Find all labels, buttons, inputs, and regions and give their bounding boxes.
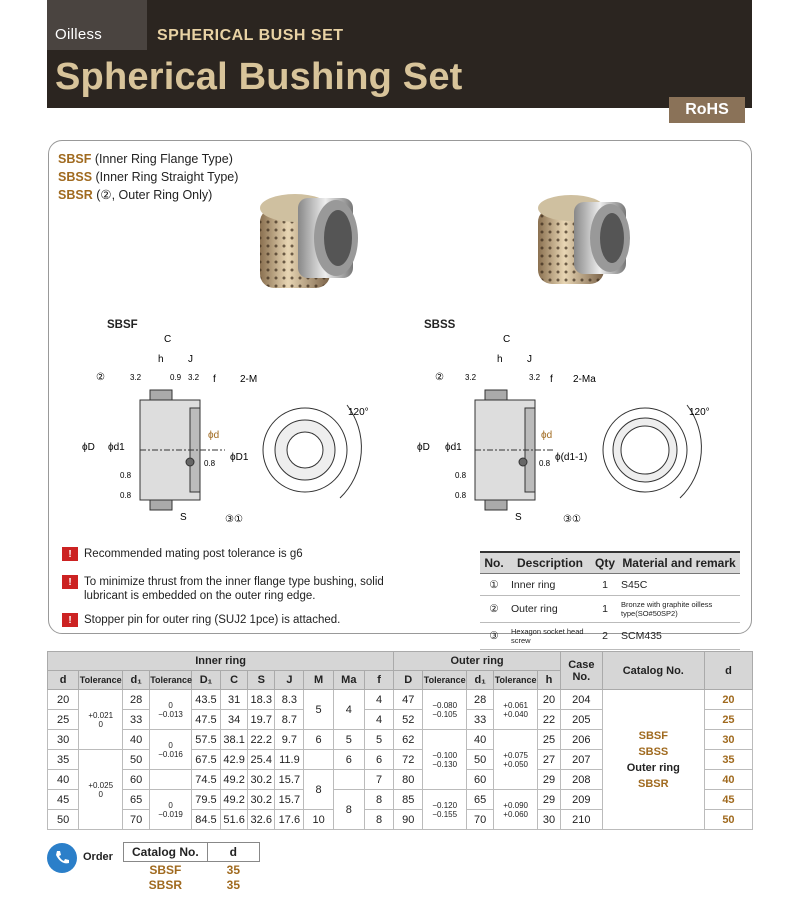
type-list [58, 150, 238, 204]
dim-d1-minus-1: ϕ(d1-1) [555, 452, 588, 463]
catalog-no-header: Catalog No. [602, 652, 704, 690]
table-row: SBSF 35 [149, 862, 241, 877]
col-header: Tolerance [79, 671, 123, 690]
type-item: SBSF (Inner Ring Flange Type) [58, 152, 233, 166]
col-header: M [304, 671, 333, 690]
col-header: Ma [333, 671, 364, 690]
col-header: Description [508, 552, 592, 574]
dim-r4: 0.8 [120, 471, 132, 480]
dim-M: 2-M [240, 374, 258, 385]
tol-d-40-50: +0.025 0 [79, 750, 123, 830]
col-header: f [364, 671, 393, 690]
materials-table [480, 551, 740, 650]
dim-r5: 0.8 [120, 491, 132, 500]
callout-2: ② [435, 372, 444, 383]
col-header: Tolerance [423, 671, 467, 690]
col-header: S [248, 671, 275, 690]
dim-r4: 0.8 [455, 471, 467, 480]
col-header: d [207, 843, 259, 862]
col-header: Qty [592, 552, 618, 574]
col-header: J [275, 671, 304, 690]
dim-S: S [180, 512, 187, 523]
warning-icon: ! [62, 547, 78, 561]
table-row: ③ Hexagon socket head screw 2 SCM435 [480, 623, 740, 650]
dim-d1: ϕd1 [108, 442, 125, 453]
callout-2: ② [96, 372, 105, 383]
col-header: Tolerance [150, 671, 192, 690]
d-header: d [704, 652, 752, 690]
dim-d: ϕd [208, 430, 220, 441]
col-header: No. [480, 552, 508, 574]
dim-r3: 3.2 [529, 373, 541, 382]
dim-D: ϕD [417, 442, 430, 453]
dim-d: ϕd [541, 430, 553, 441]
warning-icon: ! [62, 613, 78, 627]
dim-r3: 3.2 [188, 373, 200, 382]
dim-S: S [515, 512, 522, 523]
rohs-badge: RoHS [669, 97, 745, 123]
note-item: ! Stopper pin for outer ring (SUJ2 1pce) is attached. [62, 613, 392, 627]
dim-r2: 0.9 [170, 373, 182, 382]
dim-f: f [213, 374, 216, 385]
dim-J: J [527, 354, 532, 365]
dim-r5: 0.8 [455, 491, 467, 500]
col-header: Catalog No. [124, 843, 208, 862]
dim-h: h [158, 354, 164, 365]
col-header: d [48, 671, 79, 690]
group-header-outer: Outer ring [394, 652, 561, 671]
table-row: SBSR 35 [148, 877, 241, 892]
col-header: Material and remark [618, 552, 740, 574]
col-header: d₁ [467, 671, 494, 690]
dim-J: J [188, 354, 193, 365]
sbss-drawing-label: SBSS [424, 319, 456, 331]
table-row: 35 +0.025 0 50 67.5 42.9 25.4 11.9 6 6 72 50 27 207 35 [48, 750, 753, 770]
col-header: D₁ [191, 671, 220, 690]
catalog-cell: SBSF SBSS Outer ring SBSR [602, 690, 704, 830]
col-header: Tolerance [494, 671, 538, 690]
table-row: 20 +0.021 0 28 0 −0.013 43.5 31 18.3 8.3 5 4 4 47 −0.080 −0.105 28 +0.061 +0.040 20 204 SBSF SBSS Outer ring SBSR 20 [48, 690, 753, 710]
spec-table [47, 651, 753, 830]
dim-C: C [503, 334, 511, 345]
table-row: ② Outer ring 1 Bronze with graphite oilless type(SO#50SP2) [480, 596, 740, 623]
group-header-inner: Inner ring [48, 652, 394, 671]
sbss-technical-drawing [405, 330, 735, 535]
sbsf-product-photo [248, 178, 368, 303]
warning-icon: ! [62, 575, 78, 589]
callout-3-1: ③① [225, 514, 243, 525]
table-row: 30 40 0 −0.016 57.5 38.1 22.2 9.7 6 5 5 62 −0.100 −0.130 40 +0.075 +0.050 25 206 30 [48, 730, 753, 750]
col-header: d₁ [123, 671, 150, 690]
case-no-header: Case No. [561, 652, 603, 690]
notes-list [62, 547, 392, 637]
dim-d1: ϕd1 [445, 442, 462, 453]
table-row: ① Inner ring 1 S45C [480, 574, 740, 596]
note-item: ! To minimize thrust from the inner flange type bushing, solid lubricant is embedded on the outer ring edge. [62, 575, 392, 603]
brand-box [47, 0, 147, 50]
col-header: h [538, 671, 561, 690]
dim-angle: 120° [689, 407, 710, 418]
col-header: C [221, 671, 248, 690]
callout-3-1: ③① [563, 514, 581, 525]
dim-C: C [164, 334, 172, 345]
dim-f: f [550, 374, 553, 385]
dim-r1: 3.2 [130, 373, 142, 382]
sbsf-drawing-label: SBSF [107, 319, 138, 331]
dim-angle: 120° [348, 407, 369, 418]
dim-M: 2-Ma [573, 374, 596, 385]
sbss-product-photo [530, 180, 640, 300]
table-row: 50 70 84.5 51.6 32.6 17.6 10 8 90 70 30 210 50 [48, 810, 753, 830]
tol-d-20-30: +0.021 0 [79, 690, 123, 750]
dim-h: h [497, 354, 503, 365]
dim-D1: ϕD1 [230, 452, 249, 463]
note-item: ! Recommended mating post tolerance is g6 [62, 547, 392, 561]
dim-r6: 0.8 [539, 459, 551, 468]
order-label: Order [83, 851, 113, 863]
table-row: 40 60 74.5 49.2 30.2 15.7 8 7 80 60 29 208 40 [48, 770, 753, 790]
type-item: SBSR (②, Outer Ring Only) [58, 188, 213, 202]
phone-icon [47, 843, 77, 873]
page-title: Spherical Bushing Set [55, 56, 463, 98]
table-row: 25 33 47.5 34 19.7 8.7 4 52 33 22 205 25 [48, 710, 753, 730]
brand-name: Oilless [55, 26, 103, 43]
type-item: SBSS (Inner Ring Straight Type) [58, 170, 239, 184]
dim-r6: 0.8 [204, 459, 216, 468]
sbsf-technical-drawing [80, 330, 400, 535]
col-header: D [394, 671, 423, 690]
dim-r1: 3.2 [465, 373, 477, 382]
page-subtitle: SPHERICAL BUSH SET [157, 27, 344, 44]
dim-D: ϕD [82, 442, 95, 453]
table-row: 45 65 0 −0.019 79.5 49.2 30.2 15.7 8 8 85 −0.120 −0.155 65 +0.090 +0.060 29 209 45 [48, 790, 753, 810]
order-example-table [123, 842, 260, 892]
